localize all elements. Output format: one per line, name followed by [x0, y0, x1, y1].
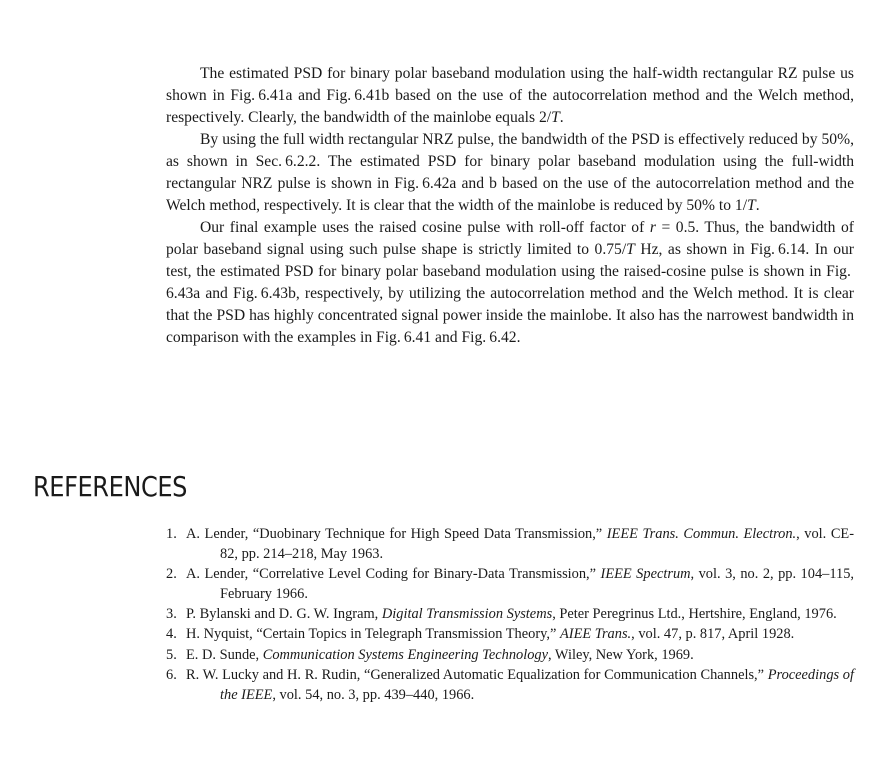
text-run: The estimated PSD for binary polar baseband modulation using the half-width rectangular RZ pulse us shown in Fig. 6.41a and Fig. 6.41b based on the use of the autocorrelation method and the Welch method, respectively. Clearly, the bandwidth of the mainlobe equals 2/: [166, 65, 854, 126]
reference-source: IEEE Spectrum: [600, 565, 691, 582]
reference-details: , vol. 54, no. 3, pp. 439–440, 1966.: [272, 686, 475, 703]
paragraph-2: [166, 129, 854, 217]
math-symbol: T: [626, 241, 635, 258]
reference-item-4: [166, 625, 854, 645]
text-run: Hz, as shown in Fig. 6.14. In our test, the estimated PSD for binary polar baseband modulation using the raised-cosine pulse is shown in Fig. 6.43a and Fig. 6.43b, respectively, by utilizing the autocorrelation method and the Welch method. It is clear that the PSD has highly concentrated signal power inside the mainlobe. It also has the narrowest bandwidth in comparison with the examples in Fig. 6.41 and Fig. 6.42.: [166, 241, 854, 346]
reference-authors-title: R. W. Lucky and H. R. Rudin, “Generalized Automatic Equalization for Communication Channels,”: [186, 667, 768, 684]
text-run: By using the full width rectangular NRZ pulse, the bandwidth of the PSD is effectively reduced by 50%, as shown in Sec. 6.2.2. The estimated PSD for binary polar baseband modulation using the full-width rectangular NRZ pulse is shown in Fig. 6.42a and b based on the use of the autocorrelation method and the Welch method, respectively. It is clear that the width of the mainlobe is reduced by 50% to 1/: [166, 131, 854, 214]
math-symbol: r: [649, 219, 656, 236]
reference-authors-title: P. Bylanski and D. G. W. Ingram,: [186, 605, 382, 622]
text-run: .: [755, 197, 760, 214]
reference-authors-title: A. Lender, “Duobinary Technique for High Speed Data Transmission,”: [186, 526, 607, 542]
text-run: Our final example uses the raised cosine pulse with roll-off factor of: [200, 219, 650, 236]
reference-authors-title: H. Nyquist, “Certain Topics in Telegraph Transmission Theory,”: [186, 626, 560, 643]
math-symbol: T: [747, 197, 756, 214]
reference-details: , Wiley, New York, 1969.: [548, 646, 694, 663]
math-symbol: T: [551, 109, 560, 126]
paragraph-3: [166, 217, 854, 349]
reference-number: 3.: [166, 605, 177, 622]
reference-item-2: [166, 565, 854, 604]
reference-item-5: [166, 646, 854, 666]
reference-number: 5.: [166, 646, 177, 663]
body-text: [166, 63, 854, 349]
reference-number: 2.: [166, 565, 177, 582]
reference-authors-title: A. Lender, “Correlative Level Coding for Binary-Data Transmission,”: [186, 565, 601, 582]
reference-item-6: [166, 666, 854, 705]
reference-number: 1.: [166, 526, 177, 542]
reference-list: [166, 525, 854, 706]
reference-details: , vol. 47, p. 817, April 1928.: [631, 626, 795, 643]
reference-number: 4.: [166, 626, 177, 643]
reference-source: Digital Transmission Systems: [381, 605, 553, 622]
reference-source: AIEE Trans.: [559, 626, 632, 643]
text-run: .: [559, 109, 564, 126]
reference-source: Proceedings of the IEEE: [220, 667, 854, 703]
references-heading: REFERENCES: [33, 470, 187, 503]
reference-item-3: [166, 605, 854, 625]
reference-source: Communication Systems Engineering Technology: [262, 646, 548, 663]
reference-details: , Peter Peregrinus Ltd., Hertshire, England, 1976.: [552, 605, 837, 622]
reference-source: IEEE Trans. Commun. Electron.: [606, 526, 797, 542]
text-run: = 0.5. Thus, the bandwidth of polar baseband signal using such pulse shape is strictly limited to 0.75/: [166, 219, 854, 258]
paragraph-1: [166, 63, 854, 129]
reference-details: , vol. CE-82, pp. 214–218, May 1963.: [220, 526, 854, 562]
reference-details: , vol. 3, no. 2, pp. 104–115, February 1966.: [220, 565, 854, 602]
reference-authors-title: E. D. Sunde,: [186, 646, 263, 663]
reference-item-1: [166, 525, 854, 564]
reference-number: 6.: [166, 667, 177, 684]
